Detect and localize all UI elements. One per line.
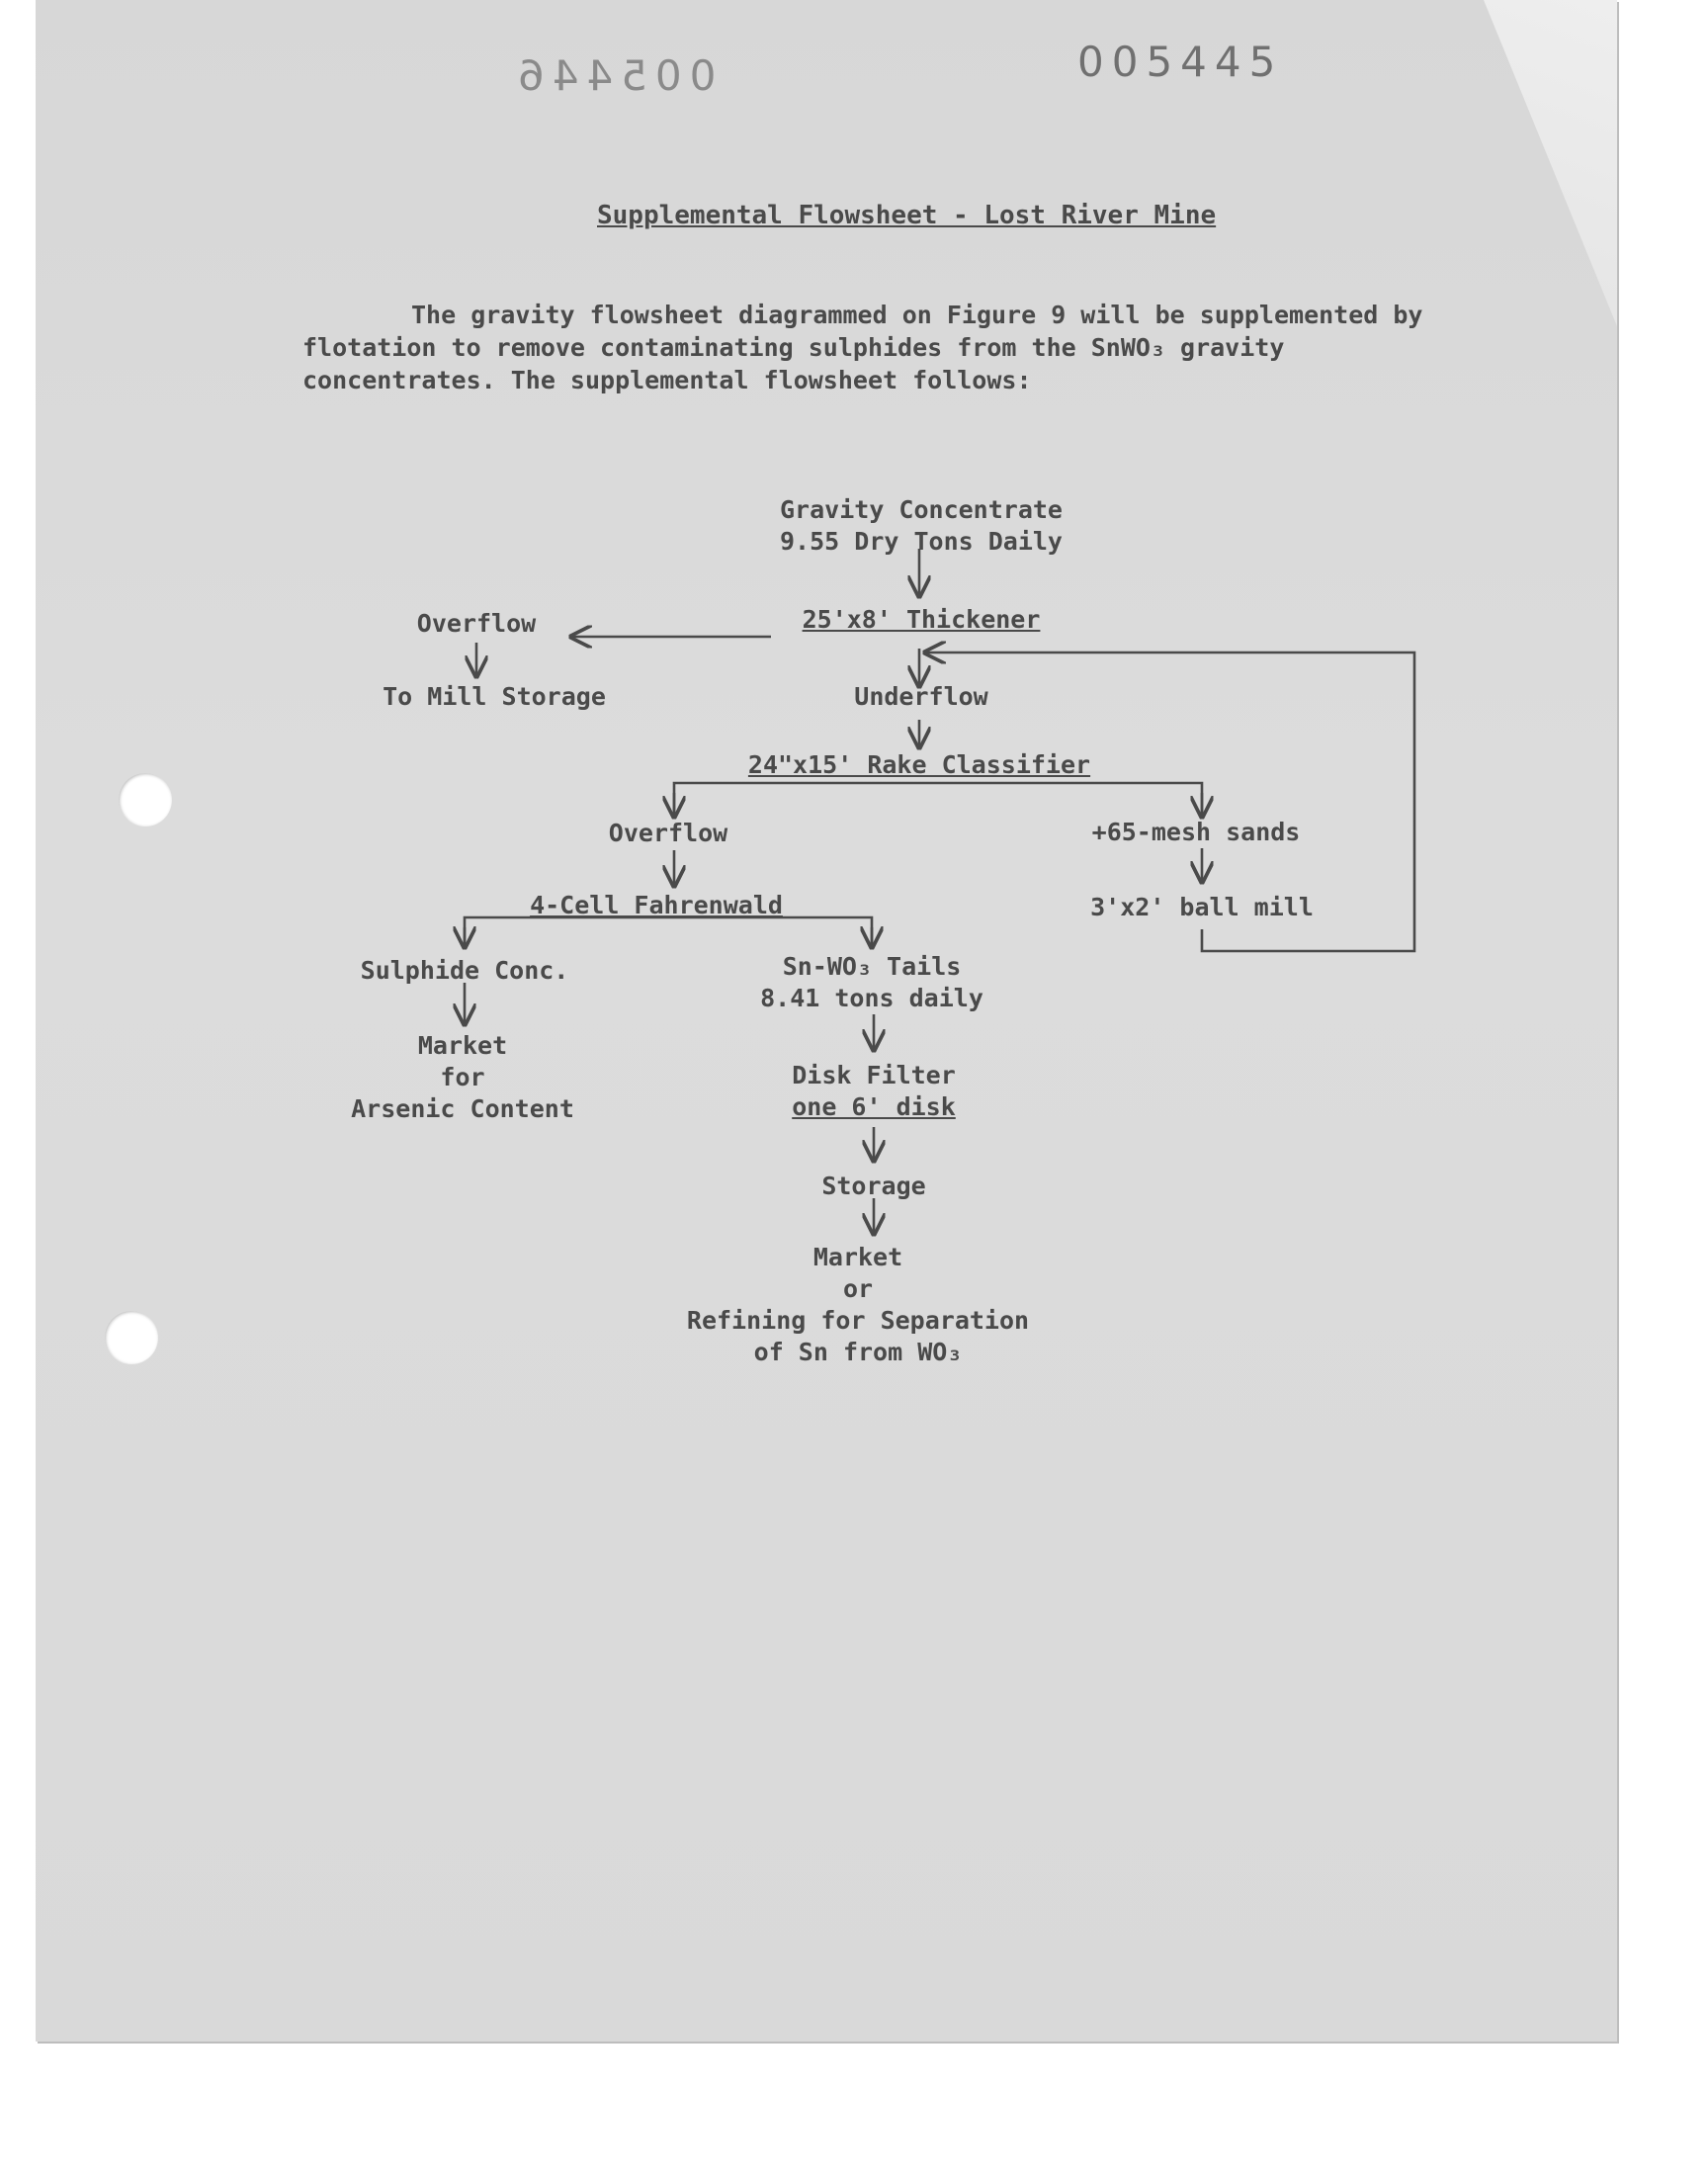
node-fahrenwald: 4-Cell Fahrenwald — [530, 891, 783, 919]
flow-connectors — [36, 0, 1617, 2042]
node-tails — [760, 951, 983, 1014]
node-gravity-concentrate — [780, 494, 1063, 558]
node-rake-classifier: 24"x15' Rake Classifier — [747, 750, 1091, 779]
fahrenwald-split-line — [465, 917, 872, 945]
tails-tonnage: 8.41 tons daily — [760, 984, 983, 1012]
node-mill-storage: To Mill Storage — [383, 682, 606, 711]
final-market-line-3: Refining for Separation — [686, 1306, 1030, 1335]
final-market-line-2: or — [842, 1274, 874, 1303]
node-sulphide-conc: Sulphide Conc. — [360, 956, 569, 985]
disk-filter-spec: one 6' disk — [792, 1092, 956, 1121]
document-page — [36, 0, 1617, 2042]
node-underflow: Underflow — [854, 682, 988, 711]
stamp-number-mirrored: 005446 — [510, 51, 717, 100]
node-final-market — [687, 1242, 1029, 1368]
tails-label: Sn-WO₃ Tails — [782, 952, 962, 981]
final-market-line-1: Market — [812, 1243, 903, 1271]
node-ball-mill: 3'x2' ball mill — [1090, 893, 1314, 921]
arsenic-market-line-3: Arsenic Content — [351, 1094, 574, 1123]
node-thickener-overflow: Overflow — [416, 609, 537, 638]
disk-filter-label: Disk Filter — [792, 1061, 956, 1089]
intro-text: The gravity flowsheet diagrammed on Figure 9 will be supplemented by flotation to remove contaminating sulphides from the SnWO₃ gravity concentrates. The supplemental flowsheet follows: — [302, 301, 1423, 394]
classifier-split-line — [674, 783, 1202, 815]
node-arsenic-market — [351, 1030, 574, 1125]
stamp-number: 005445 — [1077, 38, 1284, 86]
node-classifier-overflow: Overflow — [608, 819, 728, 847]
node-disk-filter — [792, 1060, 956, 1123]
node-sands: +65-mesh sands — [1091, 818, 1301, 846]
arsenic-market-line-2: for — [440, 1063, 485, 1091]
arsenic-market-line-1: Market — [417, 1031, 508, 1060]
final-market-line-4: of Sn from WO₃ — [753, 1338, 963, 1366]
node-storage: Storage — [821, 1172, 926, 1200]
gravity-concentrate-tonnage: 9.55 Dry Tons Daily — [780, 527, 1063, 556]
page-title: Supplemental Flowsheet - Lost River Mine — [597, 201, 1217, 230]
gravity-concentrate-label: Gravity Concentrate — [780, 495, 1063, 524]
node-thickener: 25'x8' Thickener — [802, 605, 1041, 634]
